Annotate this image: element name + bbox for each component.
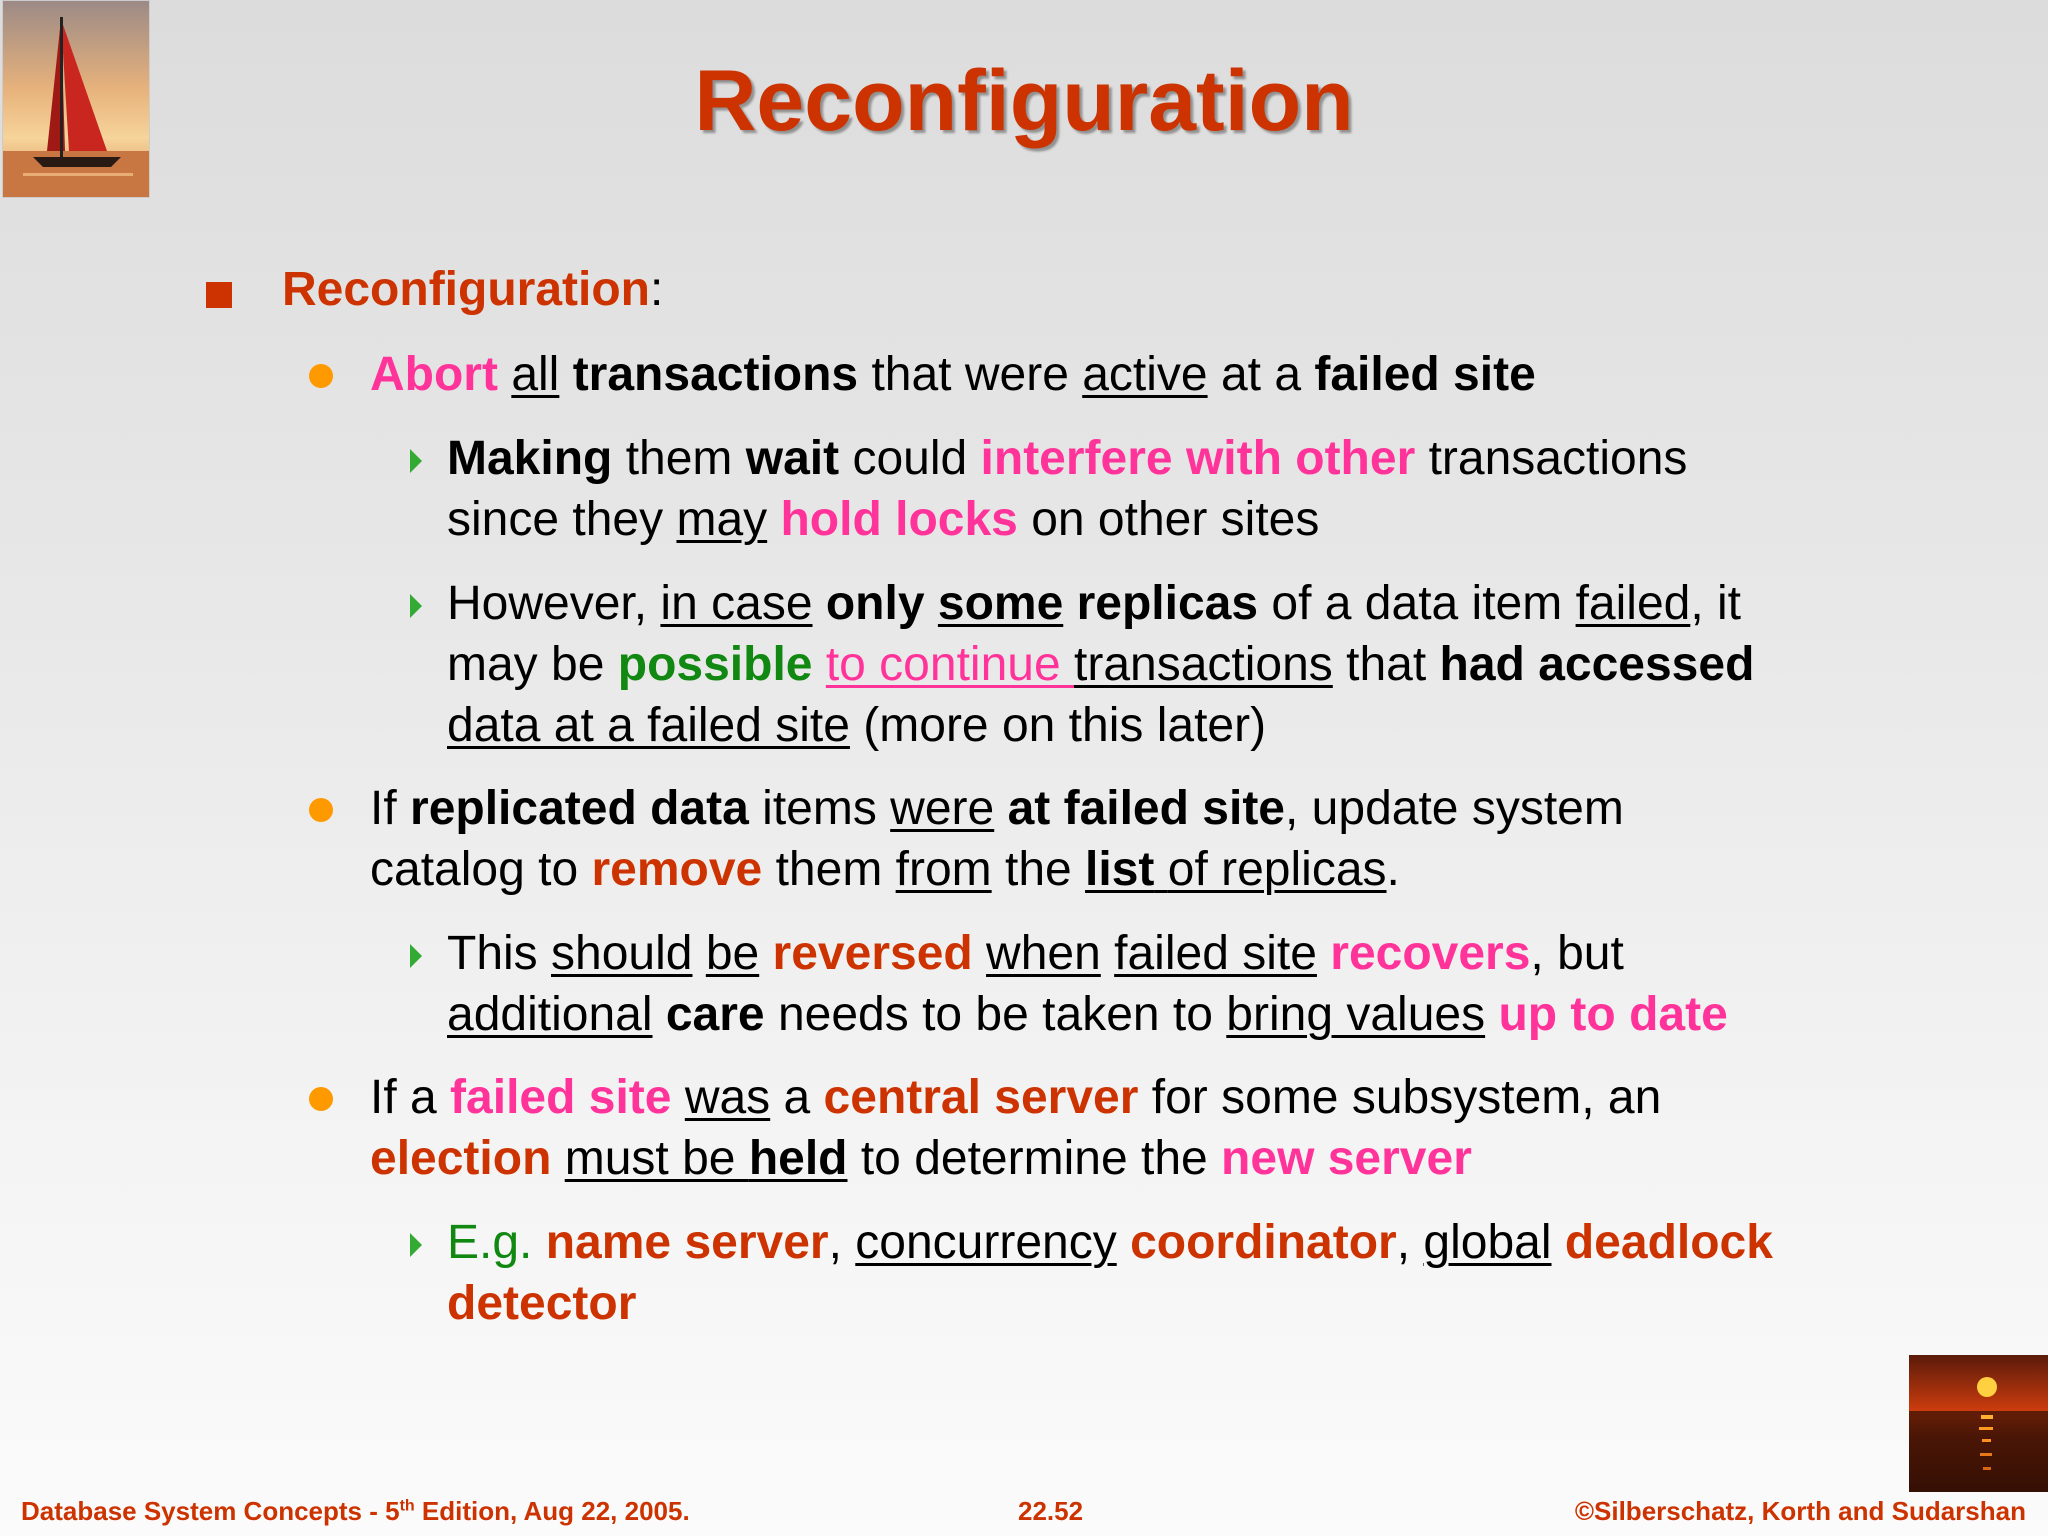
arrow-bullet-icon <box>410 449 422 473</box>
dot-bullet-icon <box>309 364 333 388</box>
subbullet-reversed-line2: additional care needs to be taken to bring values up to date <box>447 988 1728 1041</box>
arrow-bullet-icon <box>410 944 422 968</box>
subbullet-however-line1: However, in case only some replicas of a data item failed, it <box>447 577 1741 630</box>
arrow-bullet-icon <box>410 1233 422 1257</box>
bullet-central-server-line1: If a failed site was a central server for some subsystem, an <box>370 1071 1662 1124</box>
sunset-image-icon <box>1909 1355 2048 1492</box>
bullet-replicated-data-line2: catalog to remove them from the list of replicas. <box>370 843 1400 896</box>
bullet-central-server-line2: election must be held to determine the new server <box>370 1132 1472 1185</box>
section-heading: Reconfiguration: <box>282 263 664 316</box>
subbullet-however-line3: data at a failed site (more on this later) <box>447 699 1267 752</box>
square-bullet-icon <box>206 282 232 308</box>
slide-title: Reconfiguration <box>694 53 1354 149</box>
footer-copyright: ©Silberschatz, Korth and Sudarshan <box>1574 1496 2026 1526</box>
arrow-bullet-icon <box>410 594 422 618</box>
subbullet-eg-line2: detector <box>447 1277 637 1330</box>
subbullet-making-wait-line2: since they may hold locks on other sites <box>447 493 1320 546</box>
subbullet-however-line2: may be possible to continue transactions that had accessed <box>447 638 1755 691</box>
subbullet-reversed-line1: This should be reversed when failed site recovers, but <box>447 927 1624 980</box>
footer-page-number: 22.52 <box>1018 1496 1084 1526</box>
bullet-replicated-data-line1: If replicated data items were at failed site, update system <box>370 782 1624 835</box>
bullet-abort-transactions: Abort all transactions that were active at a failed site <box>370 348 1536 401</box>
footer-book-title: Database System Concepts - 5th Edition, Aug 22, 2005. <box>21 1496 690 1526</box>
subbullet-eg-line1: E.g. name server, concurrency coordinator, global deadlock <box>447 1216 1773 1269</box>
dot-bullet-icon <box>309 798 333 822</box>
subbullet-making-wait-line1: Making them wait could interfere with other transactions <box>447 432 1688 485</box>
dot-bullet-icon <box>309 1087 333 1111</box>
